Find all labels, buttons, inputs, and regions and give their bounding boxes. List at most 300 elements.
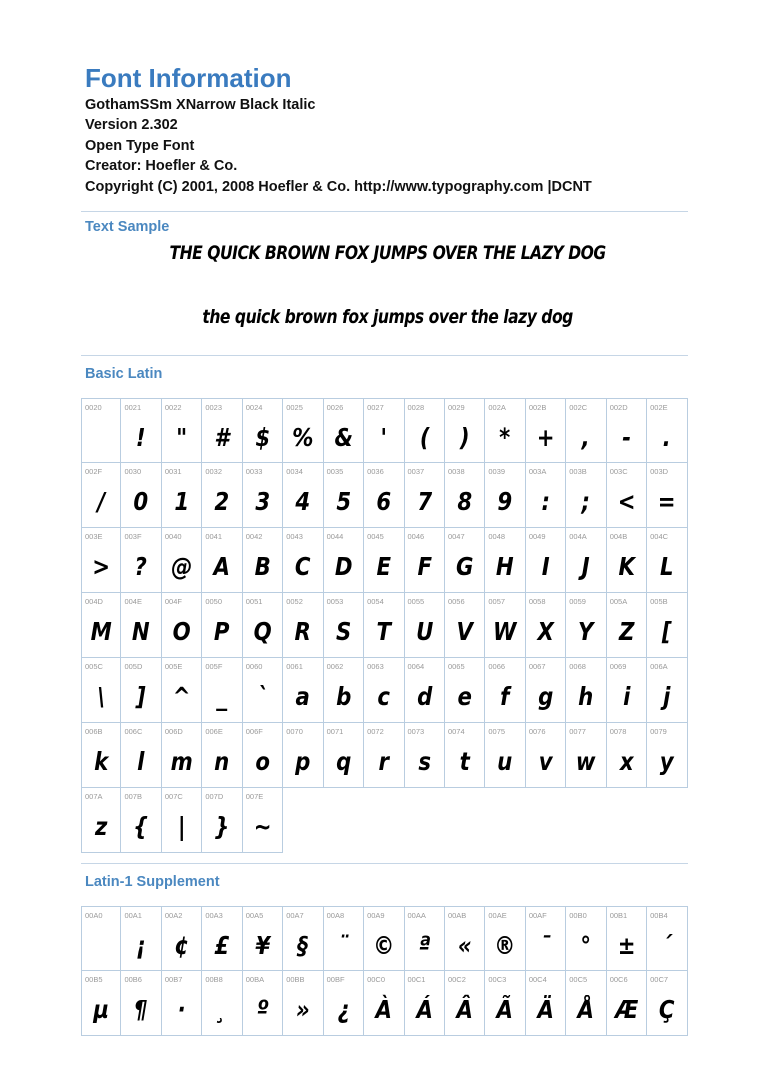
glyph-code: 0063: [367, 662, 384, 671]
glyph-code: 0038: [447, 467, 465, 476]
glyph-cell: [647, 723, 687, 788]
glyph-cell: [364, 906, 404, 971]
glyph-cell: [324, 463, 364, 528]
glyph-char: 3: [255, 487, 270, 516]
glyph-code: 00B0: [569, 911, 587, 920]
glyph-char: b: [335, 682, 351, 711]
glyph-char: P: [214, 617, 230, 646]
glyph-code: 00AF: [528, 911, 547, 920]
font-type: Open Type Font: [85, 137, 195, 154]
glyph-code: 0077: [569, 727, 586, 736]
glyph-code: 0028: [407, 403, 425, 412]
glyph-char: §: [297, 931, 309, 960]
glyph-char: j: [663, 682, 671, 711]
glyph-char: 0: [133, 487, 149, 516]
glyph-code: 0064: [407, 662, 425, 671]
glyph-code: 00BB: [286, 975, 305, 984]
glyph-cell: [162, 658, 202, 723]
glyph-char: F: [416, 552, 432, 581]
glyph-char: %: [292, 423, 314, 452]
glyph-code: 002E: [650, 403, 668, 412]
glyph-cell: [202, 398, 242, 463]
glyph-char: <: [617, 487, 636, 516]
glyph-char: 8: [457, 487, 473, 516]
glyph-cell: [364, 463, 404, 528]
glyph-cell: [81, 593, 121, 658]
glyph-char: Â: [456, 995, 473, 1024]
glyph-cell: [162, 463, 202, 528]
glyph-cell: [445, 971, 485, 1036]
glyph-code: 00A9: [367, 911, 385, 920]
glyph-cell: [283, 723, 323, 788]
glyph-code: 0036: [367, 467, 384, 476]
glyph-code: 00A2: [164, 911, 183, 920]
glyph-char: ,: [581, 423, 591, 452]
glyph-code: 0047: [447, 532, 465, 541]
glyph-cell: [445, 593, 485, 658]
glyph-char: 5: [335, 487, 351, 516]
glyph-char: ;: [581, 487, 591, 516]
glyph-cell: [647, 398, 687, 463]
glyph-code: 0040: [164, 532, 182, 541]
font-name: GothamSSm XNarrow Black Italic: [85, 97, 316, 113]
glyph-char: o: [255, 747, 270, 776]
glyph-code: 0078: [609, 727, 627, 736]
glyph-code: 0043: [286, 532, 303, 541]
glyph-code: 0076: [528, 727, 546, 736]
glyph-code: 003F: [124, 532, 142, 541]
glyph-char: I: [541, 552, 550, 581]
glyph-char: ?: [134, 552, 148, 581]
glyph-cell: [81, 398, 121, 463]
glyph-code: 004D: [85, 597, 103, 606]
glyph-char: ·: [177, 995, 186, 1024]
glyph-cell: [405, 971, 445, 1036]
glyph-code: 0037: [407, 467, 425, 476]
glyph-code: 0062: [326, 662, 344, 671]
glyph-code: 0041: [205, 532, 222, 541]
glyph-code: 003C: [609, 467, 628, 476]
page-title: Font Information: [85, 63, 292, 93]
glyph-cell: [121, 971, 161, 1036]
glyph-char: K: [618, 552, 635, 581]
glyph-code: 0061: [286, 662, 303, 671]
glyph-code: 0054: [367, 597, 384, 606]
glyph-code: 0045: [367, 532, 384, 541]
glyph-code: 0051: [245, 597, 263, 606]
glyph-char: ¿: [337, 995, 350, 1024]
glyph-code: 0065: [447, 662, 465, 671]
glyph-cell: [81, 971, 121, 1036]
glyph-cell: [364, 398, 404, 463]
glyph-code: 0066: [488, 662, 506, 671]
glyph-code: 0048: [488, 532, 506, 541]
glyph-code: 0050: [205, 597, 222, 606]
glyph-code: 0027: [367, 403, 384, 412]
glyph-cell: [81, 658, 121, 723]
glyph-char: V: [456, 617, 473, 646]
glyph-char: Q: [253, 617, 272, 646]
glyph-code: 0068: [569, 662, 586, 671]
font-copyright: Copyright (C) 2001, 2008 Hoefler & Co. http://www.typography.com |DCNT: [85, 178, 592, 195]
text-sample-heading: Text Sample: [85, 219, 170, 235]
glyph-cell: [405, 658, 445, 723]
glyph-cell: [202, 971, 242, 1036]
glyph-cell: [445, 906, 485, 971]
glyph-cell: [121, 788, 161, 853]
glyph-char: l: [137, 747, 145, 776]
glyph-code: 006C: [124, 727, 143, 736]
glyph-char: N: [132, 617, 151, 646]
glyph-cell: [405, 593, 445, 658]
glyph-char: U: [415, 617, 433, 646]
glyph-cell: [283, 593, 323, 658]
glyph-code: 0069: [609, 662, 627, 671]
glyph-char: ®: [494, 931, 516, 960]
glyph-cell: [324, 528, 364, 593]
glyph-cell: [121, 593, 161, 658]
font-version: Version 2.302: [85, 117, 178, 134]
glyph-code: 00C1: [407, 975, 426, 984]
glyph-cell: [647, 463, 687, 528]
glyph-code: 0039: [488, 467, 506, 476]
glyph-cell: [526, 593, 566, 658]
glyph-cell: [405, 723, 445, 788]
glyph-code: 00AB: [447, 911, 467, 920]
glyph-char: 9: [497, 487, 513, 516]
glyph-char: r: [378, 747, 390, 776]
glyph-cell: [162, 398, 202, 463]
glyph-code: 00B4: [650, 911, 668, 920]
glyph-char: À: [375, 995, 393, 1024]
glyph-code: 002F: [85, 467, 103, 476]
glyph-char: »: [296, 995, 310, 1024]
glyph-code: 006A: [650, 662, 668, 671]
glyph-char: J: [582, 552, 590, 581]
glyph-code: 00A1: [124, 911, 142, 920]
glyph-char: a: [295, 682, 311, 711]
glyph-code: 0052: [286, 597, 303, 606]
glyph-cell: [405, 528, 445, 593]
glyph-code: 0072: [367, 727, 384, 736]
glyph-cell: [283, 463, 323, 528]
glyph-char: ¨: [338, 931, 349, 960]
glyph-cell: [324, 593, 364, 658]
glyph-char: R: [294, 617, 312, 646]
glyph-code: 0075: [488, 727, 506, 736]
glyph-code: 0031: [164, 467, 182, 476]
glyph-char: H: [496, 552, 514, 581]
glyph-code: 004B: [609, 532, 628, 541]
glyph-code: 003A: [528, 467, 547, 476]
glyph-char: }: [214, 812, 230, 841]
glyph-cell: [647, 971, 687, 1036]
glyph-cell: [445, 723, 485, 788]
glyph-cell: [566, 528, 606, 593]
glyph-char: Á: [415, 995, 433, 1024]
glyph-cell: [445, 528, 485, 593]
glyph-char: ': [380, 423, 388, 452]
glyph-char: X: [537, 617, 554, 646]
glyph-cell: [485, 398, 525, 463]
glyph-char: Y: [578, 617, 594, 646]
glyph-cell: [202, 593, 242, 658]
glyph-code: 0070: [286, 727, 303, 736]
glyph-cell: [121, 723, 161, 788]
glyph-code: 00C4: [528, 975, 547, 984]
glyph-code: 004F: [164, 597, 182, 606]
glyph-char: v: [538, 747, 553, 776]
glyph-char: f: [500, 682, 510, 711]
glyph-cell: [324, 398, 364, 463]
glyph-code: 0059: [569, 597, 586, 606]
glyph-char: d: [416, 682, 432, 711]
glyph-char: ¥: [255, 931, 270, 960]
glyph-cell: [283, 398, 323, 463]
glyph-cell: [243, 788, 283, 853]
glyph-char: &: [334, 423, 353, 452]
glyph-char: W: [493, 617, 517, 646]
glyph-code: 00A0: [85, 911, 103, 920]
glyph-cell: [162, 906, 202, 971]
glyph-char: s: [417, 747, 431, 776]
glyph-cell: [566, 463, 606, 528]
glyph-code: 002D: [609, 403, 628, 412]
glyph-cell: [647, 593, 687, 658]
glyph-cell: [526, 463, 566, 528]
glyph-char: u: [497, 747, 513, 776]
glyph-char: t: [459, 747, 470, 776]
glyph-code: 0032: [205, 467, 222, 476]
glyph-char: x: [619, 747, 634, 776]
glyph-cell: [81, 788, 121, 853]
glyph-char: z: [95, 812, 108, 841]
glyph-char: [: [661, 617, 672, 646]
glyph-code: 006F: [245, 727, 263, 736]
glyph-code: 00B8: [205, 975, 223, 984]
glyph-char: (: [419, 423, 430, 452]
divider: [81, 355, 688, 356]
glyph-code: 00C6: [609, 975, 628, 984]
basic-latin-grid: [81, 398, 688, 853]
glyph-cell: [607, 971, 647, 1036]
glyph-char: L: [660, 552, 674, 581]
glyph-code: 0067: [528, 662, 546, 671]
glyph-cell: [647, 528, 687, 593]
glyph-cell: [566, 593, 606, 658]
font-info-block: [85, 95, 592, 197]
glyph-char: Ã: [496, 995, 514, 1024]
glyph-code: 0022: [164, 403, 182, 412]
glyph-cell: [364, 723, 404, 788]
glyph-code: 0024: [245, 403, 263, 412]
glyph-char: Å: [577, 995, 595, 1024]
glyph-char: *: [499, 423, 511, 452]
glyph-char: 4: [295, 487, 311, 516]
glyph-char: D: [334, 552, 353, 581]
glyph-code: 0046: [407, 532, 425, 541]
glyph-code: 007C: [164, 792, 183, 801]
glyph-code: 005D: [124, 662, 143, 671]
glyph-code: 00BF: [326, 975, 345, 984]
glyph-char: #: [214, 423, 230, 452]
glyph-cell: [324, 658, 364, 723]
glyph-code: 00AA: [407, 911, 426, 920]
glyph-code: 0035: [326, 467, 344, 476]
glyph-cell: [607, 398, 647, 463]
glyph-cell: [243, 593, 283, 658]
glyph-char: /: [97, 487, 106, 516]
glyph-char: ¢: [174, 931, 189, 960]
glyph-cell: [243, 906, 283, 971]
glyph-cell: [121, 463, 161, 528]
glyph-cell: [81, 723, 121, 788]
divider: [81, 863, 688, 864]
glyph-cell: [526, 658, 566, 723]
glyph-char: p: [295, 747, 311, 776]
glyph-code: 00C3: [488, 975, 507, 984]
glyph-cell: [566, 658, 606, 723]
glyph-cell: [364, 528, 404, 593]
glyph-cell: [607, 593, 647, 658]
glyph-cell: [485, 906, 525, 971]
glyph-char: `: [257, 682, 268, 711]
glyph-char: .: [662, 423, 671, 452]
glyph-code: 005B: [650, 597, 668, 606]
glyph-cell: [283, 528, 323, 593]
glyph-code: 005F: [205, 662, 223, 671]
glyph-cell: [526, 723, 566, 788]
glyph-cell: [324, 723, 364, 788]
glyph-char: ": [176, 423, 188, 452]
glyph-cell: [526, 398, 566, 463]
glyph-char: >: [92, 552, 111, 581]
glyph-char: ~: [253, 812, 272, 841]
glyph-code: 00BA: [245, 975, 265, 984]
glyph-code: 00C7: [650, 975, 669, 984]
glyph-char: µ: [93, 995, 110, 1024]
glyph-cell: [243, 723, 283, 788]
latin1-supplement-heading: Latin-1 Supplement: [85, 874, 220, 890]
glyph-cell: [121, 398, 161, 463]
glyph-cell: [121, 906, 161, 971]
glyph-char: n: [214, 747, 230, 776]
glyph-cell: [405, 398, 445, 463]
glyph-char: º: [256, 995, 269, 1024]
glyph-char: e: [457, 682, 472, 711]
glyph-cell: [405, 463, 445, 528]
glyph-cell: [607, 528, 647, 593]
glyph-code: 007B: [124, 792, 142, 801]
glyph-cell: [647, 906, 687, 971]
glyph-cell: [485, 463, 525, 528]
glyph-code: 002C: [569, 403, 588, 412]
glyph-code: 0049: [528, 532, 546, 541]
glyph-cell: [566, 971, 606, 1036]
glyph-code: 00C2: [447, 975, 466, 984]
glyph-char: Ç: [659, 995, 675, 1024]
glyph-cell: [485, 528, 525, 593]
glyph-char: ^: [172, 682, 191, 711]
glyph-cell: [202, 528, 242, 593]
glyph-char: 6: [376, 487, 392, 516]
glyph-code: 004E: [124, 597, 142, 606]
glyph-cell: [162, 528, 202, 593]
glyph-cell: [202, 658, 242, 723]
glyph-cell: [121, 658, 161, 723]
glyph-code: 0073: [407, 727, 425, 736]
glyph-cell: [566, 906, 606, 971]
glyph-code: 00C5: [569, 975, 588, 984]
glyph-cell: [162, 593, 202, 658]
glyph-char: T: [376, 617, 392, 646]
glyph-code: 0026: [326, 403, 344, 412]
glyph-cell: [202, 906, 242, 971]
glyph-code: 0071: [326, 727, 344, 736]
glyph-cell: [607, 658, 647, 723]
glyph-code: 0074: [447, 727, 465, 736]
glyph-code: 0042: [245, 532, 263, 541]
font-creator: Creator: Hoefler & Co.: [85, 158, 238, 175]
glyph-code: 00A3: [205, 911, 223, 920]
glyph-code: 00A5: [245, 911, 264, 920]
glyph-cell: [162, 723, 202, 788]
glyph-char: g: [537, 682, 554, 711]
glyph-code: 0029: [447, 403, 465, 412]
glyph-cell: [526, 971, 566, 1036]
latin1-supplement-grid: [81, 906, 688, 1036]
glyph-cell: [283, 906, 323, 971]
glyph-char: ¯: [540, 931, 551, 960]
glyph-char: S: [335, 617, 351, 646]
glyph-cell: [607, 463, 647, 528]
glyph-char: ´: [661, 931, 673, 960]
glyph-char: G: [455, 552, 474, 581]
glyph-code: 0034: [286, 467, 303, 476]
glyph-cell: [485, 593, 525, 658]
glyph-cell: [283, 971, 323, 1036]
glyph-char: A: [213, 552, 231, 581]
glyph-char: «: [457, 931, 472, 960]
glyph-cell: [485, 658, 525, 723]
glyph-char: O: [172, 617, 191, 646]
glyph-char: ]: [136, 682, 147, 711]
glyph-char: +: [536, 423, 555, 452]
glyph-char: \: [97, 682, 106, 711]
glyph-char: :: [541, 487, 550, 516]
glyph-cell: [324, 906, 364, 971]
divider: [81, 211, 688, 212]
glyph-code: 0044: [326, 532, 344, 541]
glyph-char: ©: [373, 931, 395, 960]
glyph-cell: [566, 398, 606, 463]
glyph-code: 0023: [205, 403, 222, 412]
glyph-char: ¶: [134, 995, 148, 1024]
glyph-code: 006B: [85, 727, 103, 736]
glyph-char: ±: [617, 931, 636, 960]
glyph-char: 7: [416, 487, 432, 516]
glyph-code: 006D: [164, 727, 183, 736]
glyph-char: $: [255, 423, 270, 452]
glyph-cell: [445, 398, 485, 463]
glyph-char: Æ: [614, 995, 638, 1024]
glyph-char: @: [170, 552, 193, 581]
glyph-cell: [81, 906, 121, 971]
glyph-cell: [81, 463, 121, 528]
glyph-char: £: [214, 931, 230, 960]
glyph-cell: [526, 528, 566, 593]
glyph-char: C: [295, 552, 311, 581]
